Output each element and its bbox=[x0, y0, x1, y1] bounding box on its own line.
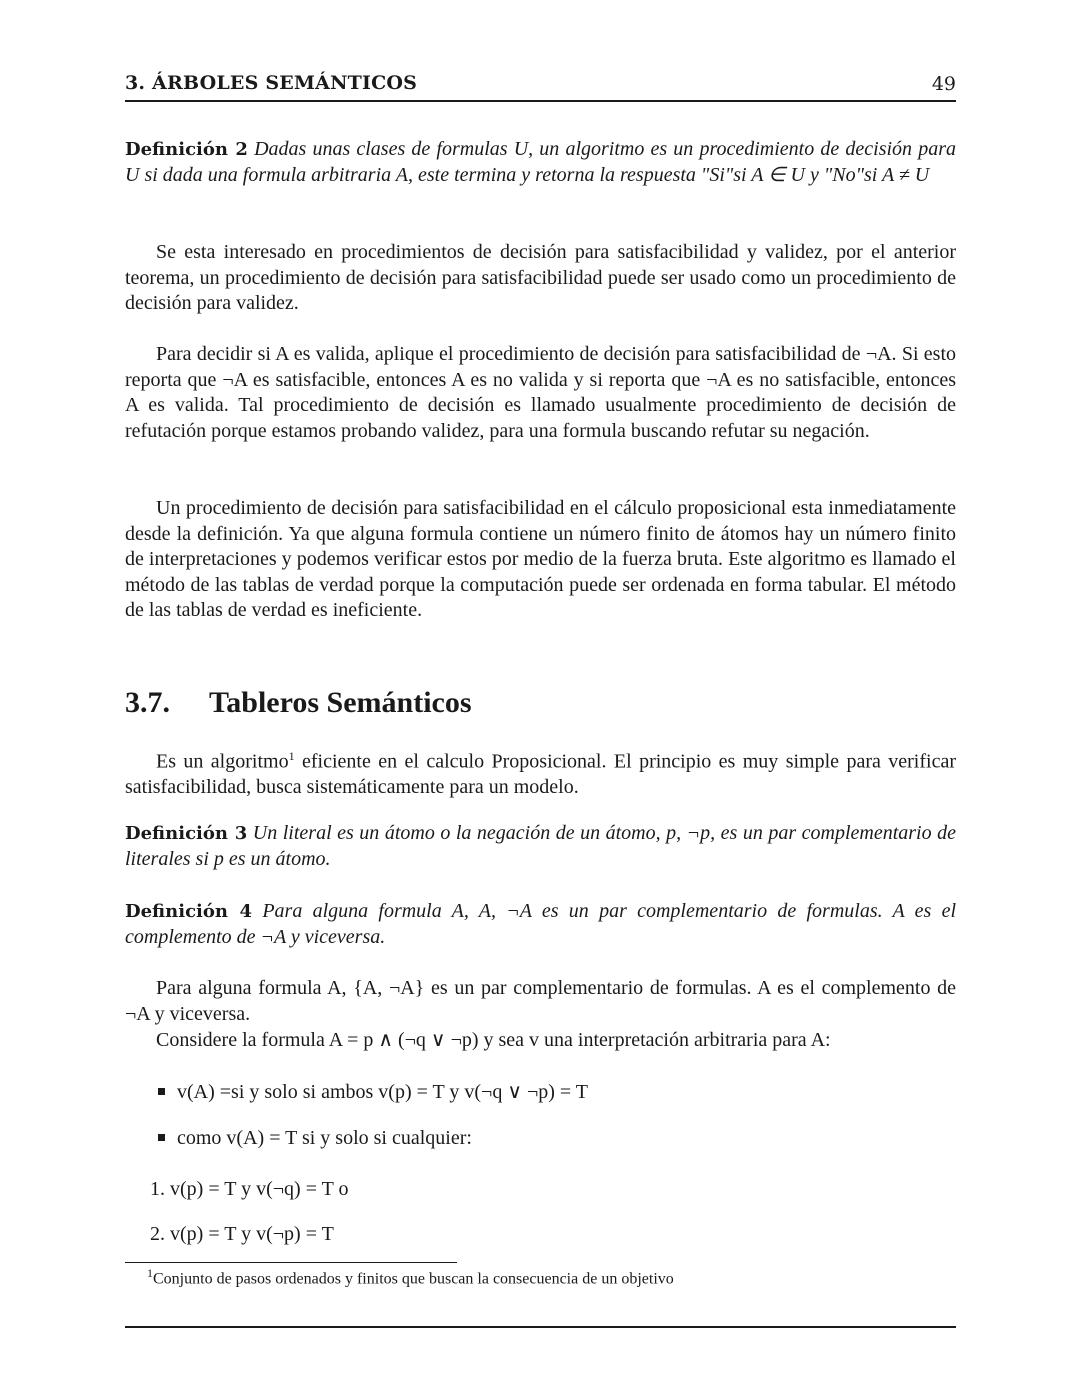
definition-text: Para alguna formula A, A, ¬A es un par complementario de formulas. A es el complemento de ¬A y viceversa. bbox=[125, 900, 957, 948]
definition-text: Dadas unas clases de formulas U, un algoritmo es un procedimiento de decisión para U si dada una formula arbitraria A, este termina y retorna la respuesta "Si"si A ∈ U y "No"si A ≠ U bbox=[125, 138, 956, 186]
paragraph: Un procedimiento de decisión para satisfacibilidad en el cálculo proposicional esta inmediatamente desde la definición. Ya que alguna formula contiene un número finito de átomos hay un número finito de interpretaciones y podemos verificar estos por medio de la fuerza bruta. Este algoritmo es llamado el método de las tablas de verdad porque la computación puede ser ordenada en forma tabular. El método de las tablas de verdad es ineficiente. bbox=[125, 497, 956, 622]
definition-text: Un literal es un átomo o la negación de un átomo, p, ¬p, es un par complementario de literales si p es un átomo. bbox=[125, 822, 956, 870]
section-title: Tableros Semánticos bbox=[209, 686, 472, 719]
paragraph-text: Es un algoritmo bbox=[156, 750, 289, 773]
definition-4 bbox=[125, 899, 956, 950]
enumerated-item bbox=[150, 1221, 334, 1247]
list-item bbox=[158, 1125, 472, 1151]
paragraph: Para decidir si A es valida, aplique el procedimiento de decisión para satisfacibilidad de ¬A. Si esto reporta que ¬A es satisfacible, entonces A es no valida y si reporta que ¬A es no satisfacible, entonces A es valida. Tal procedimiento de decisión es llamado usualmente procedimiento de decisión de refutación porque estamos probando validez, para una formula buscando refutar su negación. bbox=[125, 343, 956, 442]
definition-label: Definición 2 bbox=[125, 139, 248, 160]
section-heading bbox=[125, 686, 472, 720]
section-number: 3.7. bbox=[125, 686, 170, 719]
page-bottom-rule bbox=[125, 1326, 956, 1328]
list-item-text: v(A) =si y solo si ambos v(p) = T y v(¬q ∨ ¬p) = T bbox=[177, 1081, 589, 1103]
paragraph: Considere la formula A = p ∧ (¬q ∨ ¬p) y sea v una interpretación arbitraria para A: bbox=[156, 1029, 831, 1051]
enum-number: 1. bbox=[150, 1178, 165, 1200]
list-item-text: como v(A) = T si y solo si cualquier: bbox=[177, 1127, 472, 1149]
footnote-reference: 1 bbox=[288, 749, 295, 763]
enum-number: 2. bbox=[150, 1223, 165, 1245]
enum-text: v(p) = T y v(¬q) = T o bbox=[170, 1178, 349, 1200]
paragraph bbox=[125, 744, 956, 801]
list-item bbox=[158, 1079, 588, 1105]
footnote-mark: 1 bbox=[147, 1266, 153, 1280]
footnote bbox=[147, 1266, 674, 1288]
footnote-text: Conjunto de pasos ordenados y finitos que buscan la consecuencia de un objetivo bbox=[153, 1270, 674, 1288]
chapter-title: 3. ÁRBOLES SEMÁNTICOS bbox=[125, 72, 418, 94]
page-number: 49 bbox=[931, 73, 956, 95]
definition-label: Definición 3 bbox=[125, 823, 248, 844]
enum-text: v(p) = T y v(¬p) = T bbox=[170, 1223, 334, 1245]
paragraph: Para alguna formula A, {A, ¬A} es un par complementario de formulas. A es el complemento de ¬A y viceversa. bbox=[125, 977, 956, 1025]
bullet-marker bbox=[158, 1088, 165, 1095]
definition-2 bbox=[125, 137, 956, 188]
enumerated-item bbox=[150, 1176, 348, 1202]
definition-label: Definición 4 bbox=[125, 901, 253, 922]
definition-3 bbox=[125, 821, 956, 872]
bullet-marker bbox=[158, 1134, 165, 1141]
paragraph: Se esta interesado en procedimientos de decisión para satisfacibilidad y validez, por el anterior teorema, un procedimiento de decisión para satisfacibilidad puede ser usado como un procedimiento de decisión para validez. bbox=[125, 241, 956, 315]
footnote-divider bbox=[125, 1262, 457, 1263]
running-header bbox=[125, 72, 956, 102]
paragraph-text: eficiente en el calculo Proposicional. El principio es muy simple para verificar satisfacibilidad, busca sistemáticamente para un modelo. bbox=[125, 750, 956, 799]
